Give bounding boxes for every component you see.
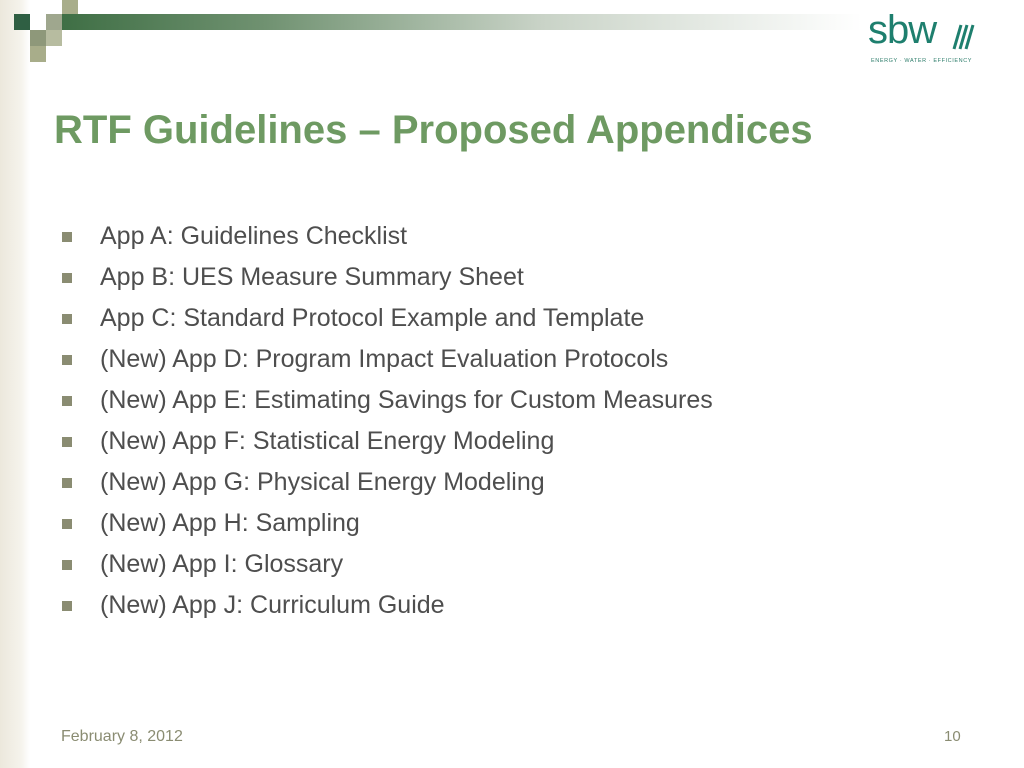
corner-square [14,14,30,30]
logo-tagline: ENERGY · WATER · EFFICIENCY [871,58,973,64]
bullet-text: App A: Guidelines Checklist [100,222,408,250]
corner-square [46,30,62,46]
square-bullet-icon [62,519,72,529]
bullet-item [62,380,713,421]
slide-title: RTF Guidelines – Proposed Appendices [54,108,813,152]
square-bullet-icon [62,273,72,283]
bullet-item [62,503,713,544]
triple-slash-icon [948,22,976,50]
bullet-item [62,585,713,626]
bullet-item [62,462,713,503]
bullet-item [62,421,713,462]
bullet-item [62,298,713,339]
square-bullet-icon [62,232,72,242]
bullet-text: (New) App E: Estimating Savings for Custom Measures [100,386,713,414]
bullet-text: (New) App H: Sampling [100,509,360,537]
square-bullet-icon [62,314,72,324]
left-decorative-strip [0,0,30,768]
bullet-text: App B: UES Measure Summary Sheet [100,263,524,291]
sbw-logo [868,8,978,68]
header-gradient-bar [62,14,862,30]
bullet-text: (New) App D: Program Impact Evaluation Protocols [100,345,669,373]
square-bullet-icon [62,355,72,365]
corner-square [46,14,62,30]
bullet-item [62,339,713,380]
square-bullet-icon [62,601,72,611]
bullet-text: (New) App J: Curriculum Guide [100,591,445,619]
bullet-text: App C: Standard Protocol Example and Template [100,304,645,332]
square-bullet-icon [62,437,72,447]
square-bullet-icon [62,478,72,488]
bullet-item [62,216,713,257]
square-bullet-icon [62,396,72,406]
bullet-list [62,216,713,626]
bullet-text: (New) App I: Glossary [100,550,344,578]
square-bullet-icon [62,560,72,570]
footer-date: February 8, 2012 [61,728,183,745]
logo-wordmark: sbw [868,8,937,52]
page-number: 10 [944,728,961,745]
bullet-text: (New) App G: Physical Energy Modeling [100,468,545,496]
bullet-item [62,544,713,585]
corner-square [30,46,46,62]
corner-square [30,30,46,46]
bullet-text: (New) App F: Statistical Energy Modeling [100,427,555,455]
bullet-item [62,257,713,298]
